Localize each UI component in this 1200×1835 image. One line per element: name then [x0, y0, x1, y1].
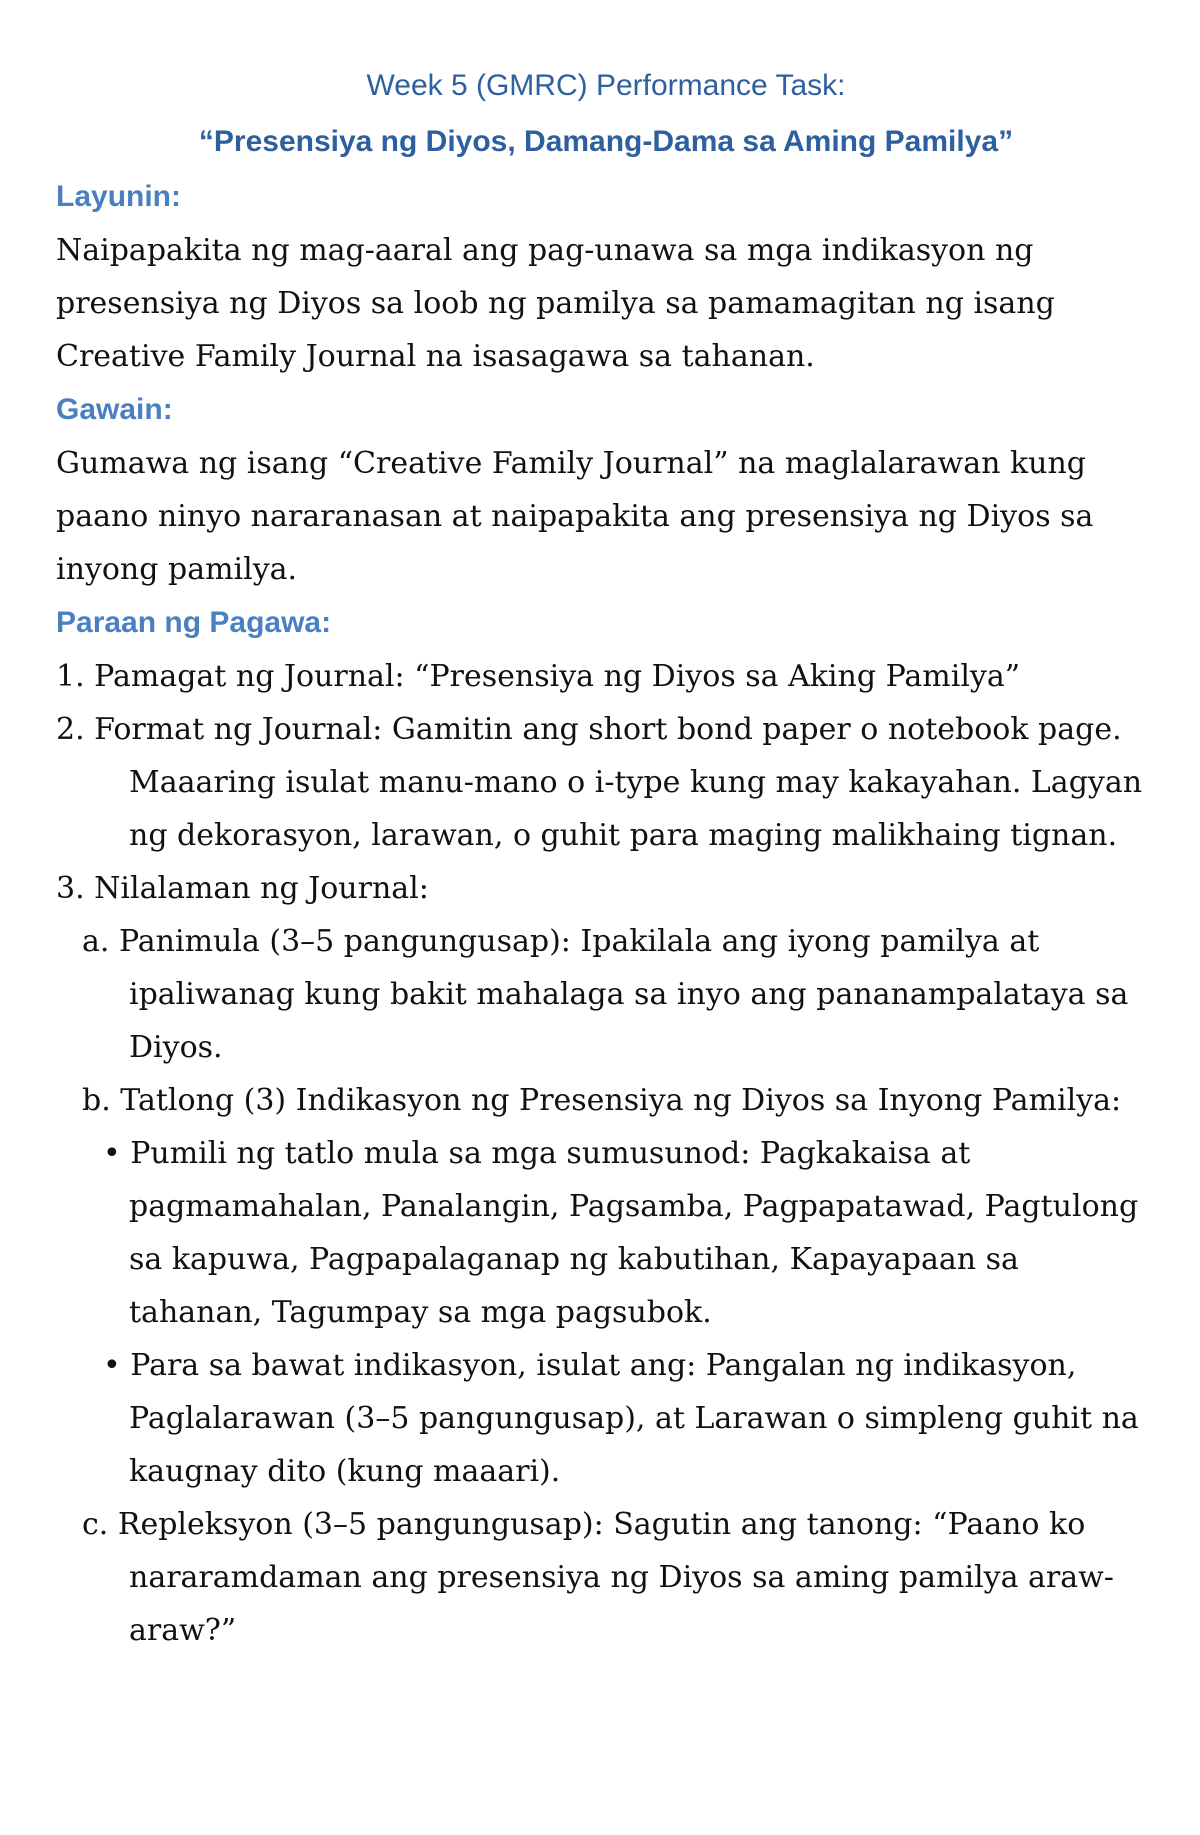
heading-gawain: Gawain: — [56, 393, 173, 426]
heading-paraan: Paraan ng Pagawa: — [56, 606, 332, 639]
substep-b: b. Tatlong (3) Indikasyon ng Presensiya ng Diyos sa Inyong Pamilya: — [82, 1083, 1122, 1118]
layunin-text: Naipapakita ng mag-aaral ang pag-unawa sa mga indikasyon ng presensiya ng Diyos sa loob ng pamilya sa pamamagitan ng isang Creative Family Journal na isasagawa sa tahanan. — [56, 233, 1055, 374]
bullet-item-1: • Pumili ng tatlo mula sa mga sumusunod: Pagkakaisa at pagmamahalan, Panalangin, Pagsamba, Pagpapatawad, Pagtulong sa kapuwa, Pagpapalaganap ng kabutihan, Kapayapaan sa tahanan, Tagumpay sa mga pagsubok. — [103, 1136, 1139, 1330]
section-layunin — [56, 170, 1156, 383]
bullet-item-2: • Para sa bawat indikasyon, isulat ang: Pangalan ng indikasyon, Paglalarawan (3–5 pangungusap), at Larawan o simpleng guhit na kaugnay dito (kung maaari). — [103, 1348, 1139, 1489]
step-3: 3. Nilalaman ng Journal: — [56, 871, 429, 906]
document-page — [56, 58, 1156, 1657]
document-title: Week 5 (GMRC) Performance Task: — [366, 69, 846, 102]
substep-a: a. Panimula (3–5 pangungusap): Ipakilala ang iyong pamilya at ipaliwanag kung bakit mahalaga sa inyo ang pananampalataya sa Diyos. — [82, 924, 1129, 1065]
step-1: 1. Pamagat ng Journal: “Presensiya ng Diyos sa Aking Pamilya” — [56, 659, 1021, 694]
section-paraan — [56, 596, 1156, 1657]
heading-layunin: Layunin: — [56, 180, 181, 213]
section-gawain — [56, 383, 1156, 596]
substep-c: c. Repleksyon (3–5 pangungusap): Sagutin ang tanong: “Paano ko nararamdaman ang presensiya ng Diyos sa aming pamilya araw-araw?” — [82, 1507, 1114, 1648]
step-2: 2. Format ng Journal: Gamitin ang short bond paper o notebook page. Maaaring isulat manu-mano o i-type kung may kakayahan. Lagyan ng dekorasyon, larawan, o guhit para maging malikhaing tignan. — [56, 712, 1143, 853]
gawain-text: Gumawa ng isang “Creative Family Journal” na maglalarawan kung paano ninyo nararanasan at naipapakita ang presensiya ng Diyos sa inyong pamilya. — [56, 446, 1094, 587]
document-subtitle: “Presensiya ng Diyos, Damang-Dama sa Aming Pamilya” — [198, 125, 1014, 158]
